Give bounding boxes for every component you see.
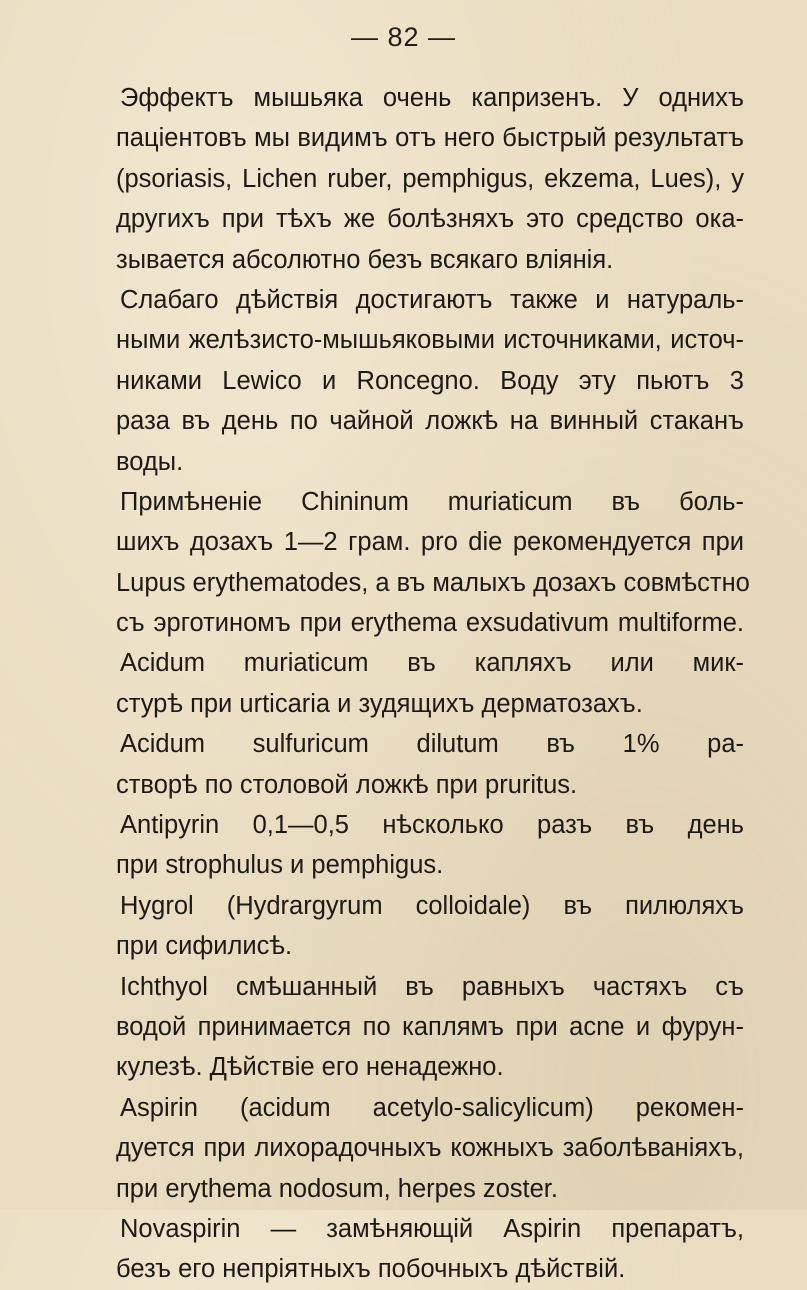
paragraph-novaspirin xyxy=(116,1209,744,1290)
text-line: воды. xyxy=(116,447,184,476)
text-line: Слабаго дѣйствія достигаютъ также и натураль- xyxy=(120,285,744,314)
text-line: Acidum muriaticum въ капляхъ или мик- xyxy=(120,649,744,678)
page-body xyxy=(116,78,750,1290)
text-line: стурѣ при urticaria и зудящихъ дерматозахъ. xyxy=(116,689,643,718)
text-line: Ichthyol смѣшанный въ равныхъ частяхъ съ xyxy=(120,972,744,1001)
text-line: Acidum sulfuricum dilutum въ 1% ра- xyxy=(120,730,744,759)
paragraph-antipyrin xyxy=(116,805,744,886)
text-line: (psoriasis, Lichen ruber, pemphigus, ekzema, Lues), у xyxy=(116,164,744,193)
text-line: паціентовъ мы видимъ отъ него быстрый результатъ xyxy=(116,124,744,153)
text-line: дуется при лихорадочныхъ кожныхъ заболѣваніяхъ, xyxy=(116,1134,744,1163)
paragraph-ichthyol xyxy=(116,967,744,1088)
paragraph-chininum xyxy=(116,482,750,644)
text-line: никами Lewico и Roncegno. Воду эту пьютъ 3 xyxy=(116,366,744,395)
text-line: съ эрготиномъ при erythema exsudativum multiforme. xyxy=(116,609,744,638)
text-line: при erythema nodosum, herpes zoster. xyxy=(116,1174,558,1203)
text-line: при strophulus и pemphigus. xyxy=(116,851,444,880)
text-line: Примѣненіе Chininum muriaticum въ боль- xyxy=(120,487,744,516)
text-line: Hygrol (Hydrargyrum colloidale) въ пилюляхъ xyxy=(120,891,744,920)
paragraph-acidum-sulfuricum xyxy=(116,724,744,805)
text-line: Novaspirin — замѣняющій Aspirin препаратъ, xyxy=(120,1214,744,1243)
text-line: кулезѣ. Дѣйствіе его ненадежно. xyxy=(116,1053,504,1082)
paragraph-acidum-muriaticum xyxy=(116,643,744,724)
text-line: шихъ дозахъ 1—2 грам. pro die рекомендуется при xyxy=(116,528,744,557)
text-line: Эффектъ мышьяка очень капризенъ. У однихъ xyxy=(120,84,744,112)
text-line: другихъ при тѣхъ же болѣзняхъ это средство ока- xyxy=(116,205,744,234)
text-line: водой принимается по каплямъ при acne и фурун- xyxy=(116,1012,744,1041)
text-line: Lupus erythematodes, а въ малыхъ дозахъ совмѣстно xyxy=(116,568,750,597)
paragraph-hygrol xyxy=(116,886,744,967)
paragraph-arsenic-effect xyxy=(116,78,744,280)
paragraph-aspirin xyxy=(116,1088,744,1209)
text-line: Aspirin (acidum acetylo-salicylicum) рекомен- xyxy=(120,1093,744,1122)
text-line: безъ его непріятныхъ побочныхъ дѣйствій. xyxy=(116,1255,626,1284)
text-line: при сифилисѣ. xyxy=(116,932,293,961)
text-line: створѣ по столовой ложкѣ при pruritus. xyxy=(116,770,578,799)
text-line: Antipyrin 0,1—0,5 нѣсколько разъ въ день xyxy=(120,811,744,840)
text-line: раза въ день по чайной ложкѣ на винный стаканъ xyxy=(116,407,744,436)
page-number: — 82 — xyxy=(350,22,457,52)
text-line: ными желѣзисто-мышьяковыми источниками, источ- xyxy=(116,326,744,355)
paragraph-mineral-sources xyxy=(116,280,744,482)
text-line: зывается абсолютно безъ всякаго вліянія. xyxy=(116,245,614,274)
